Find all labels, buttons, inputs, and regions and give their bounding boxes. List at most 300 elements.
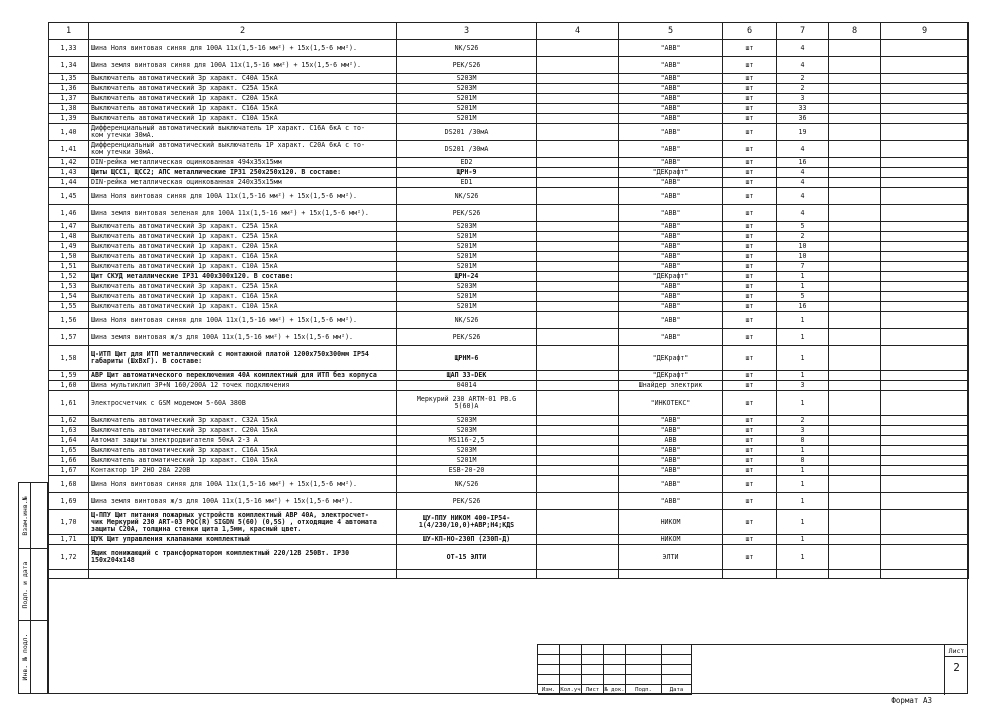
- item-col8: [829, 282, 881, 292]
- item-name: ЩУК Щит управления клапанами комплектный: [89, 535, 397, 545]
- item-number: 1,70: [49, 510, 89, 535]
- item-col9: [881, 262, 969, 272]
- item-quantity: 4: [777, 141, 829, 158]
- item-quantity: 1: [777, 282, 829, 292]
- item-code: PEK/S26: [397, 57, 537, 74]
- table-row: [49, 188, 969, 205]
- item-manufacturer: "ABB": [619, 329, 723, 346]
- item-col4: [537, 262, 619, 272]
- table-row: [49, 114, 969, 124]
- item-col4: [537, 74, 619, 84]
- item-number: 1,42: [49, 158, 89, 168]
- item-col9: [881, 242, 969, 252]
- item-quantity: 2: [777, 416, 829, 426]
- table-row: [49, 292, 969, 302]
- specification-body: [49, 40, 969, 579]
- column-header: 4: [537, 23, 619, 40]
- revision-column-label: Кол.уч: [560, 687, 581, 693]
- item-quantity: 2: [777, 232, 829, 242]
- item-col8: [829, 242, 881, 252]
- item-unit: шт: [723, 262, 777, 272]
- item-name: Дифференциальный автоматический выключатель 1Р характ. С16А 6кА с то- ком утечки 30мА.: [89, 124, 397, 141]
- column-header: 1: [49, 23, 89, 40]
- item-col4: [537, 252, 619, 262]
- revision-cell: [560, 645, 582, 655]
- table-row: [49, 312, 969, 329]
- item-manufacturer: "ABB": [619, 302, 723, 312]
- item-name: Выключатель автоматический 3р характ. С32А 15кА: [89, 416, 397, 426]
- item-manufacturer: "ABB": [619, 114, 723, 124]
- table-row: [49, 446, 969, 456]
- item-number: 1,53: [49, 282, 89, 292]
- item-quantity: 3: [777, 381, 829, 391]
- item-manufacturer: "ABB": [619, 158, 723, 168]
- table-row: [49, 57, 969, 74]
- item-number: 1,43: [49, 168, 89, 178]
- item-name: Выключатель автоматический 3р характ. С40А 15кА: [89, 74, 397, 84]
- item-code: S203M: [397, 282, 537, 292]
- item-manufacturer: "ABB": [619, 74, 723, 84]
- table-row: [49, 535, 969, 545]
- item-name: Выключатель автоматический 1р характ. С16А 15кА: [89, 252, 397, 262]
- item-col9: [881, 158, 969, 168]
- table-row: [49, 124, 969, 141]
- empty-cell: [49, 570, 89, 579]
- item-quantity: 1: [777, 371, 829, 381]
- item-quantity: 2: [777, 84, 829, 94]
- item-manufacturer: ABB: [619, 436, 723, 446]
- item-manufacturer: "ABB": [619, 312, 723, 329]
- item-name: Дифференциальный автоматический выключатель 1Р характ. С20А 6кА с то- ком утечки 30мА.: [89, 141, 397, 158]
- revision-cell: [582, 675, 604, 685]
- item-quantity: 1: [777, 272, 829, 282]
- item-manufacturer: "ABB": [619, 232, 723, 242]
- item-unit: шт: [723, 436, 777, 446]
- item-quantity: 36: [777, 114, 829, 124]
- item-number: 1,68: [49, 476, 89, 493]
- item-number: 1,65: [49, 446, 89, 456]
- column-header: 7: [777, 23, 829, 40]
- revision-cell: [662, 675, 692, 685]
- revision-cell: [626, 675, 662, 685]
- empty-cell: [397, 570, 537, 579]
- item-number: 1,36: [49, 84, 89, 94]
- item-col9: [881, 272, 969, 282]
- item-manufacturer: "ABB": [619, 124, 723, 141]
- revision-cell: [604, 675, 626, 685]
- item-col4: [537, 124, 619, 141]
- item-name: АВР Щит автоматического переключения 40А комплектный для ИТП без корпуса: [89, 371, 397, 381]
- item-code: PEK/S26: [397, 205, 537, 222]
- revision-cell: [626, 655, 662, 665]
- item-col4: [537, 94, 619, 104]
- item-number: 1,71: [49, 535, 89, 545]
- revision-cell: [626, 665, 662, 675]
- empty-cell: [89, 570, 397, 579]
- item-code: S203M: [397, 446, 537, 456]
- revision-cell: [662, 655, 692, 665]
- item-col9: [881, 545, 969, 570]
- strip-cell-replace: [19, 483, 49, 549]
- item-col8: [829, 346, 881, 371]
- item-unit: шт: [723, 282, 777, 292]
- item-col4: [537, 158, 619, 168]
- item-code: ED2: [397, 158, 537, 168]
- item-quantity: 2: [777, 74, 829, 84]
- item-col4: [537, 346, 619, 371]
- item-code: DS201 /30мА: [397, 124, 537, 141]
- item-col9: [881, 188, 969, 205]
- table-row: [49, 545, 969, 570]
- item-number: 1,69: [49, 493, 89, 510]
- table-row: [49, 456, 969, 466]
- item-unit: шт: [723, 232, 777, 242]
- revision-cell: [582, 645, 604, 655]
- item-number: 1,56: [49, 312, 89, 329]
- item-unit: шт: [723, 292, 777, 302]
- item-col8: [829, 252, 881, 262]
- revision-cell: [560, 675, 582, 685]
- revision-cell: [662, 645, 692, 655]
- item-unit: шт: [723, 535, 777, 545]
- item-col9: [881, 252, 969, 262]
- item-number: 1,35: [49, 74, 89, 84]
- item-code: S203M: [397, 222, 537, 232]
- item-col4: [537, 510, 619, 535]
- item-col9: [881, 292, 969, 302]
- revision-cell: [604, 665, 626, 675]
- item-col4: [537, 205, 619, 222]
- item-col8: [829, 466, 881, 476]
- item-unit: шт: [723, 476, 777, 493]
- item-col9: [881, 535, 969, 545]
- item-col9: [881, 222, 969, 232]
- item-unit: шт: [723, 57, 777, 74]
- item-unit: шт: [723, 104, 777, 114]
- item-col9: [881, 141, 969, 158]
- item-col8: [829, 476, 881, 493]
- table-row: [49, 222, 969, 232]
- item-name: Выключатель автоматический 1р характ. С10А 15кА: [89, 114, 397, 124]
- revision-cell: [538, 655, 560, 665]
- table-row: [49, 510, 969, 535]
- item-col9: [881, 329, 969, 346]
- item-name: Выключатель автоматический 1р характ. С25А 15кА: [89, 232, 397, 242]
- revision-cell: [626, 645, 662, 655]
- item-col9: [881, 232, 969, 242]
- item-col8: [829, 535, 881, 545]
- item-col8: [829, 510, 881, 535]
- item-name: Выключатель автоматический 1р характ. С20А 15кА: [89, 94, 397, 104]
- item-quantity: 4: [777, 40, 829, 57]
- item-quantity: 1: [777, 329, 829, 346]
- item-col8: [829, 312, 881, 329]
- approval-strip: [18, 482, 48, 694]
- revision-column-label: Подп.: [626, 685, 662, 695]
- item-name: Выключатель автоматический 3р характ. С16А 15кА: [89, 446, 397, 456]
- item-code: DS201 /30мА: [397, 141, 537, 158]
- item-quantity: 1: [777, 312, 829, 329]
- item-unit: шт: [723, 312, 777, 329]
- item-number: 1,67: [49, 466, 89, 476]
- item-unit: шт: [723, 426, 777, 436]
- item-name: DIN-рейка металлическая оцинкованная 240х35х15мм: [89, 178, 397, 188]
- item-number: 1,45: [49, 188, 89, 205]
- item-col4: [537, 545, 619, 570]
- item-col8: [829, 124, 881, 141]
- item-col9: [881, 436, 969, 446]
- item-col4: [537, 381, 619, 391]
- item-col9: [881, 205, 969, 222]
- table-row: [49, 168, 969, 178]
- item-name: Выключатель автоматический 1р характ. С10А 15кА: [89, 262, 397, 272]
- item-name: Выключатель автоматический 1р характ. С10А 15кА: [89, 302, 397, 312]
- item-manufacturer: "ABB": [619, 466, 723, 476]
- item-col9: [881, 466, 969, 476]
- item-col8: [829, 493, 881, 510]
- item-col8: [829, 94, 881, 104]
- revision-cell: [662, 665, 692, 675]
- item-code: S201M: [397, 456, 537, 466]
- item-manufacturer: "ДЕКрафт": [619, 168, 723, 178]
- item-name: Шина земля винтовая ж/з для 100А 11х(1,5-16 мм²) + 15х(1,5-6 мм²).: [89, 329, 397, 346]
- sheet-label: Лист: [945, 647, 968, 657]
- item-number: 1,51: [49, 262, 89, 272]
- item-manufacturer: "ABB": [619, 252, 723, 262]
- item-col4: [537, 371, 619, 381]
- item-unit: шт: [723, 94, 777, 104]
- item-unit: шт: [723, 74, 777, 84]
- revision-column-label: № док.: [604, 687, 625, 693]
- item-col8: [829, 114, 881, 124]
- item-unit: шт: [723, 124, 777, 141]
- revision-cell: [538, 675, 560, 685]
- item-quantity: 1: [777, 510, 829, 535]
- item-col4: [537, 312, 619, 329]
- empty-cell: [723, 570, 777, 579]
- item-number: 1,54: [49, 292, 89, 302]
- item-name: Шина Ноля винтовая синяя для 100А 11х(1,5-16 мм²) + 15х(1,5-6 мм²).: [89, 312, 397, 329]
- item-code: S201M: [397, 104, 537, 114]
- item-manufacturer: "ABB": [619, 222, 723, 232]
- item-name: Шина земля винтовая синяя для 100А 11х(1,5-16 мм²) + 15х(1,5-6 мм²).: [89, 57, 397, 74]
- table-row: [49, 329, 969, 346]
- item-manufacturer: "ABB": [619, 416, 723, 426]
- item-col8: [829, 178, 881, 188]
- item-unit: шт: [723, 346, 777, 371]
- item-quantity: 4: [777, 178, 829, 188]
- item-manufacturer: "ABB": [619, 476, 723, 493]
- item-unit: шт: [723, 381, 777, 391]
- item-manufacturer: "ABB": [619, 205, 723, 222]
- table-row: [49, 94, 969, 104]
- item-code: S201M: [397, 302, 537, 312]
- empty-cell: [619, 570, 723, 579]
- item-code: S201M: [397, 232, 537, 242]
- item-number: 1,57: [49, 329, 89, 346]
- item-col9: [881, 493, 969, 510]
- table-row: [49, 178, 969, 188]
- item-unit: шт: [723, 545, 777, 570]
- item-col9: [881, 312, 969, 329]
- item-quantity: 4: [777, 205, 829, 222]
- item-manufacturer: "ABB": [619, 446, 723, 456]
- item-quantity: 4: [777, 188, 829, 205]
- item-code: S201M: [397, 94, 537, 104]
- item-number: 1,62: [49, 416, 89, 426]
- item-number: 1,55: [49, 302, 89, 312]
- item-number: 1,38: [49, 104, 89, 114]
- item-manufacturer: "ABB": [619, 104, 723, 114]
- item-col8: [829, 84, 881, 94]
- item-code: ШУ-КП-НО-230П (230П-Д): [397, 535, 537, 545]
- item-col4: [537, 168, 619, 178]
- revision-cell: [604, 655, 626, 665]
- item-manufacturer: Шнайдер электрик: [619, 381, 723, 391]
- item-number: 1,59: [49, 371, 89, 381]
- item-code: PEK/S26: [397, 329, 537, 346]
- item-col8: [829, 381, 881, 391]
- empty-cell: [537, 570, 619, 579]
- revision-cell: [604, 645, 626, 655]
- table-row: [49, 346, 969, 371]
- item-quantity: 5: [777, 222, 829, 232]
- item-col8: [829, 262, 881, 272]
- item-col9: [881, 446, 969, 456]
- item-code: 04014: [397, 381, 537, 391]
- item-code: ЩРН-24: [397, 272, 537, 282]
- item-name: Шина земля винтовая зеленая для 100А 11х(1,5-16 мм²) + 15х(1,5-6 мм²).: [89, 205, 397, 222]
- revision-cell: [560, 655, 582, 665]
- item-unit: шт: [723, 188, 777, 205]
- item-unit: шт: [723, 178, 777, 188]
- item-col9: [881, 84, 969, 94]
- item-manufacturer: "ABB": [619, 242, 723, 252]
- item-number: 1,34: [49, 57, 89, 74]
- item-name: Щ-ППУ Щит питания пожарных устройств комплектный АВР 40А, электросчет- чик Меркурий 230 ART-03 PQC(R) SIGDN 5(60) (0,5S) , отходящие 4 автомата защиты С20А, толщина стенки щита 1,5мм, красный цвет.: [89, 510, 397, 535]
- item-code: S203M: [397, 84, 537, 94]
- item-name: Шина земля винтовая ж/з для 100А 11х(1,5-16 мм²) + 15х(1,5-6 мм²).: [89, 493, 397, 510]
- item-col9: [881, 510, 969, 535]
- item-col8: [829, 232, 881, 242]
- item-unit: шт: [723, 272, 777, 282]
- item-code: PEK/S26: [397, 493, 537, 510]
- item-col9: [881, 476, 969, 493]
- empty-cell: [881, 570, 969, 579]
- item-col8: [829, 141, 881, 158]
- item-name: Контактор 1Р 2НО 20А 220В: [89, 466, 397, 476]
- item-number: 1,52: [49, 272, 89, 282]
- item-code: NK/S26: [397, 40, 537, 57]
- item-manufacturer: "ABB": [619, 282, 723, 292]
- item-col4: [537, 329, 619, 346]
- item-quantity: 16: [777, 158, 829, 168]
- item-col8: [829, 446, 881, 456]
- item-manufacturer: "ABB": [619, 57, 723, 74]
- item-manufacturer: "ABB": [619, 292, 723, 302]
- item-col9: [881, 168, 969, 178]
- specification-table: [48, 22, 969, 579]
- item-col8: [829, 40, 881, 57]
- item-unit: шт: [723, 222, 777, 232]
- item-quantity: 1: [777, 476, 829, 493]
- item-code: NK/S26: [397, 312, 537, 329]
- item-code: S201M: [397, 262, 537, 272]
- item-number: 1,44: [49, 178, 89, 188]
- sheet-number-box: [944, 645, 968, 695]
- table-row: [49, 381, 969, 391]
- item-code: Меркурий 230 ARTM-01 PB.G 5(60)A: [397, 391, 537, 416]
- item-manufacturer: "ABB": [619, 94, 723, 104]
- item-quantity: 4: [777, 168, 829, 178]
- item-quantity: 1: [777, 545, 829, 570]
- item-col4: [537, 57, 619, 74]
- empty-row: [49, 570, 969, 579]
- item-unit: шт: [723, 416, 777, 426]
- item-col8: [829, 292, 881, 302]
- item-col8: [829, 302, 881, 312]
- item-name: Шина мультиклип 3Р+N 160/200А 12 точек подключения: [89, 381, 397, 391]
- item-name: Выключатель автоматический 1р характ. С20А 15кА: [89, 242, 397, 252]
- item-quantity: 19: [777, 124, 829, 141]
- item-manufacturer: "ДЕКрафт": [619, 272, 723, 282]
- item-quantity: 7: [777, 262, 829, 272]
- table-row: [49, 282, 969, 292]
- revision-cell: [560, 665, 582, 675]
- item-code: NK/S26: [397, 188, 537, 205]
- item-number: 1,58: [49, 346, 89, 371]
- item-name: Электросчетчик с GSM модемом 5-60А 380В: [89, 391, 397, 416]
- item-col8: [829, 57, 881, 74]
- item-code: S203M: [397, 426, 537, 436]
- item-name: Выключатель автоматический 3р характ. С20А 15кА: [89, 426, 397, 436]
- item-col8: [829, 456, 881, 466]
- table-row: [49, 242, 969, 252]
- item-col8: [829, 158, 881, 168]
- item-code: S201M: [397, 252, 537, 262]
- item-col8: [829, 222, 881, 232]
- item-col4: [537, 84, 619, 94]
- table-row: [49, 205, 969, 222]
- item-quantity: 1: [777, 466, 829, 476]
- item-col4: [537, 426, 619, 436]
- item-unit: шт: [723, 114, 777, 124]
- item-unit: шт: [723, 371, 777, 381]
- item-quantity: 10: [777, 242, 829, 252]
- item-quantity: 5: [777, 292, 829, 302]
- item-manufacturer: "ABB": [619, 178, 723, 188]
- item-manufacturer: "ABB": [619, 493, 723, 510]
- item-name: Выключатель автоматический 3р характ. С25А 15кА: [89, 222, 397, 232]
- item-name: Шина Ноля винтовая синяя для 100А 11х(1,5-16 мм²) + 15х(1,5-6 мм²).: [89, 40, 397, 57]
- item-manufacturer: "ИНКОТЕКС": [619, 391, 723, 416]
- item-manufacturer: НИКОМ: [619, 535, 723, 545]
- table-row: [49, 252, 969, 262]
- item-col8: [829, 74, 881, 84]
- item-col8: [829, 426, 881, 436]
- item-number: 1,66: [49, 456, 89, 466]
- item-unit: шт: [723, 252, 777, 262]
- item-col4: [537, 282, 619, 292]
- column-header: 9: [881, 23, 969, 40]
- column-header: 8: [829, 23, 881, 40]
- revision-column-label: Дата: [662, 685, 692, 695]
- item-quantity: 10: [777, 252, 829, 262]
- item-col9: [881, 114, 969, 124]
- item-col4: [537, 114, 619, 124]
- table-row: [49, 426, 969, 436]
- table-row: [49, 391, 969, 416]
